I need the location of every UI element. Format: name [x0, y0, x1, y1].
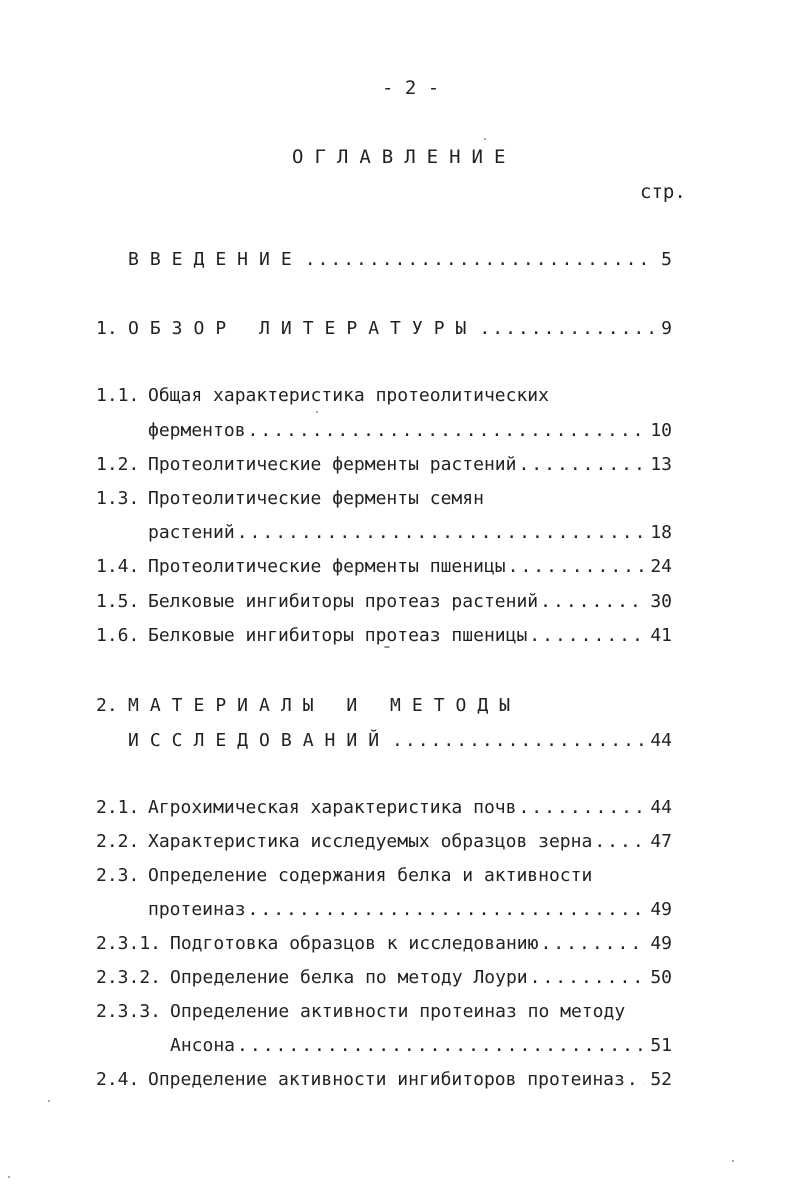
dot-leader [392, 729, 644, 753]
toc-entry-title: Характеристика исследуемых образцов зерна [148, 831, 593, 852]
toc-entry-number: 1.2. [96, 454, 140, 475]
toc-entry-number: 1.4. [96, 556, 140, 577]
toc-entry-title: МАТЕРИАЛЫ И МЕТОДЫ [128, 695, 522, 716]
scan-speck [48, 1100, 50, 1102]
toc-entry-page: 49 [650, 933, 672, 954]
toc-entry-2-4[interactable] [96, 1068, 672, 1092]
toc-entry-title: Протеолитические ферменты пшеницы [148, 556, 506, 577]
toc-entry-page: 41 [650, 625, 672, 646]
toc-entry-title: Определение активности протеиназ по методу [170, 1001, 626, 1022]
toc-entry-1-1[interactable] [96, 384, 672, 408]
toc-entry-2-3-3[interactable] [96, 1000, 672, 1024]
toc-entry-1-2[interactable] [96, 453, 672, 477]
toc-entry-page: 44 [650, 797, 672, 818]
toc-entry-number: 1.5. [96, 591, 140, 612]
toc-entry-title: Протеолитические ферменты семян [148, 488, 484, 509]
dot-leader [540, 590, 644, 614]
toc-entry-2-3-3-continued[interactable] [96, 1034, 672, 1058]
toc-entry-page: 30 [650, 591, 672, 612]
toc-entry-title: ИССЛЕДОВАНИЙ [128, 730, 391, 751]
toc-entry-2-continued[interactable] [96, 729, 672, 753]
toc-entry-page: 9 [661, 318, 672, 339]
toc-entry-title: растений [148, 522, 235, 543]
toc-entry-title: Общая характеристика протеолитических [148, 385, 549, 406]
toc-entry-1-5[interactable] [96, 590, 672, 614]
page-number: - 2 - [382, 77, 440, 99]
toc-entry-2-2[interactable] [96, 830, 672, 854]
toc-entry-1-3[interactable] [96, 487, 672, 511]
toc-entry-page: 13 [650, 454, 672, 475]
toc-entry-title: ОБЗОР ЛИТЕРАТУРЫ [128, 318, 478, 339]
toc-entry-page: 50 [650, 967, 672, 988]
toc-entry-page: 24 [650, 556, 672, 577]
dot-leader [594, 830, 644, 854]
toc-entry-page: 51 [650, 1035, 672, 1056]
toc-entry-1-4[interactable] [96, 555, 672, 579]
scan-speck [316, 411, 318, 413]
toc-entry-page: 5 [661, 249, 672, 270]
dot-leader [518, 453, 644, 477]
toc-entry-title: Определение содержания белка и активности [148, 865, 593, 886]
toc-entry-2-3-1[interactable] [96, 932, 672, 956]
toc-entry-page: 10 [650, 420, 672, 441]
toc-entry-2-3-continued[interactable] [96, 898, 672, 922]
toc-entry-page: 49 [650, 899, 672, 920]
dot-leader [529, 624, 644, 648]
toc-entry-title: Подготовка образцов к исследованию [170, 933, 539, 954]
scan-speck [732, 1160, 734, 1162]
scan-speck [8, 1176, 10, 1178]
dot-leader [305, 248, 655, 272]
toc-entry-title: Белковые ингибиторы протеаз пшеницы [148, 625, 528, 646]
toc-entry-page: 47 [650, 831, 672, 852]
toc-entry-introduction[interactable] [96, 248, 672, 272]
dot-leader [530, 966, 645, 990]
toc-entry-2-1[interactable] [96, 796, 672, 820]
toc-entry-number: 2.3.3. [96, 1001, 162, 1022]
dot-leader [518, 796, 644, 820]
toc-entry-2[interactable] [96, 694, 672, 718]
dot-leader [237, 1034, 644, 1058]
toc-entry-number: 2.3. [96, 865, 140, 886]
page-title: ОГЛАВЛЕНИЕ [292, 146, 517, 168]
dot-leader [508, 555, 645, 579]
scan-speck [384, 646, 390, 648]
toc-entry-title: Белковые ингибиторы протеаз растений [148, 591, 539, 612]
toc-entry-number: 1. [96, 318, 118, 339]
dot-leader [479, 317, 655, 341]
toc-entry-2-3[interactable] [96, 864, 672, 888]
toc-entry-number: 2.3.1. [96, 933, 162, 954]
page-column-label: стр. [640, 181, 686, 203]
toc-entry-page: 18 [650, 522, 672, 543]
toc-entry-title: Протеолитические ферменты растений [148, 454, 517, 475]
toc-entry-number: 1.6. [96, 625, 140, 646]
dot-leader [540, 932, 644, 956]
toc-entry-2-3-2[interactable] [96, 966, 672, 990]
toc-entry-page: 44 [650, 730, 672, 751]
toc-entry-title: ферментов [148, 420, 246, 441]
toc-entry-title: Агрохимическая характеристика почв [148, 797, 517, 818]
toc-entry-title: Определение активности ингибиторов протеиназ [148, 1069, 625, 1090]
toc-entry-number: 2.3.2. [96, 967, 162, 988]
toc-entry-1-6[interactable] [96, 624, 672, 648]
toc-entry-title: ВВЕДЕНИЕ [128, 249, 303, 270]
scan-speck [484, 138, 486, 140]
toc-entry-1-3-continued[interactable] [96, 521, 672, 545]
toc-entry-title: протеиназ [148, 899, 246, 920]
toc-entry-number: 2. [96, 695, 118, 716]
toc-entry-number: 1.3. [96, 488, 140, 509]
toc-entry-number: 2.4. [96, 1069, 140, 1090]
toc-entry-1-1-continued[interactable] [96, 419, 672, 443]
dot-leader [627, 1068, 644, 1092]
dot-leader [237, 521, 645, 545]
toc-entry-number: 2.1. [96, 797, 140, 818]
toc-entry-number: 2.2. [96, 831, 140, 852]
toc-entry-title: Ансона [170, 1035, 236, 1056]
toc-entry-number: 1.1. [96, 385, 140, 406]
dot-leader [248, 419, 645, 443]
dot-leader [248, 898, 645, 922]
toc-entry-page: 52 [650, 1069, 672, 1090]
toc-entry-title: Определение белка по методу Лоури [170, 967, 528, 988]
toc-entry-1[interactable] [96, 317, 672, 341]
